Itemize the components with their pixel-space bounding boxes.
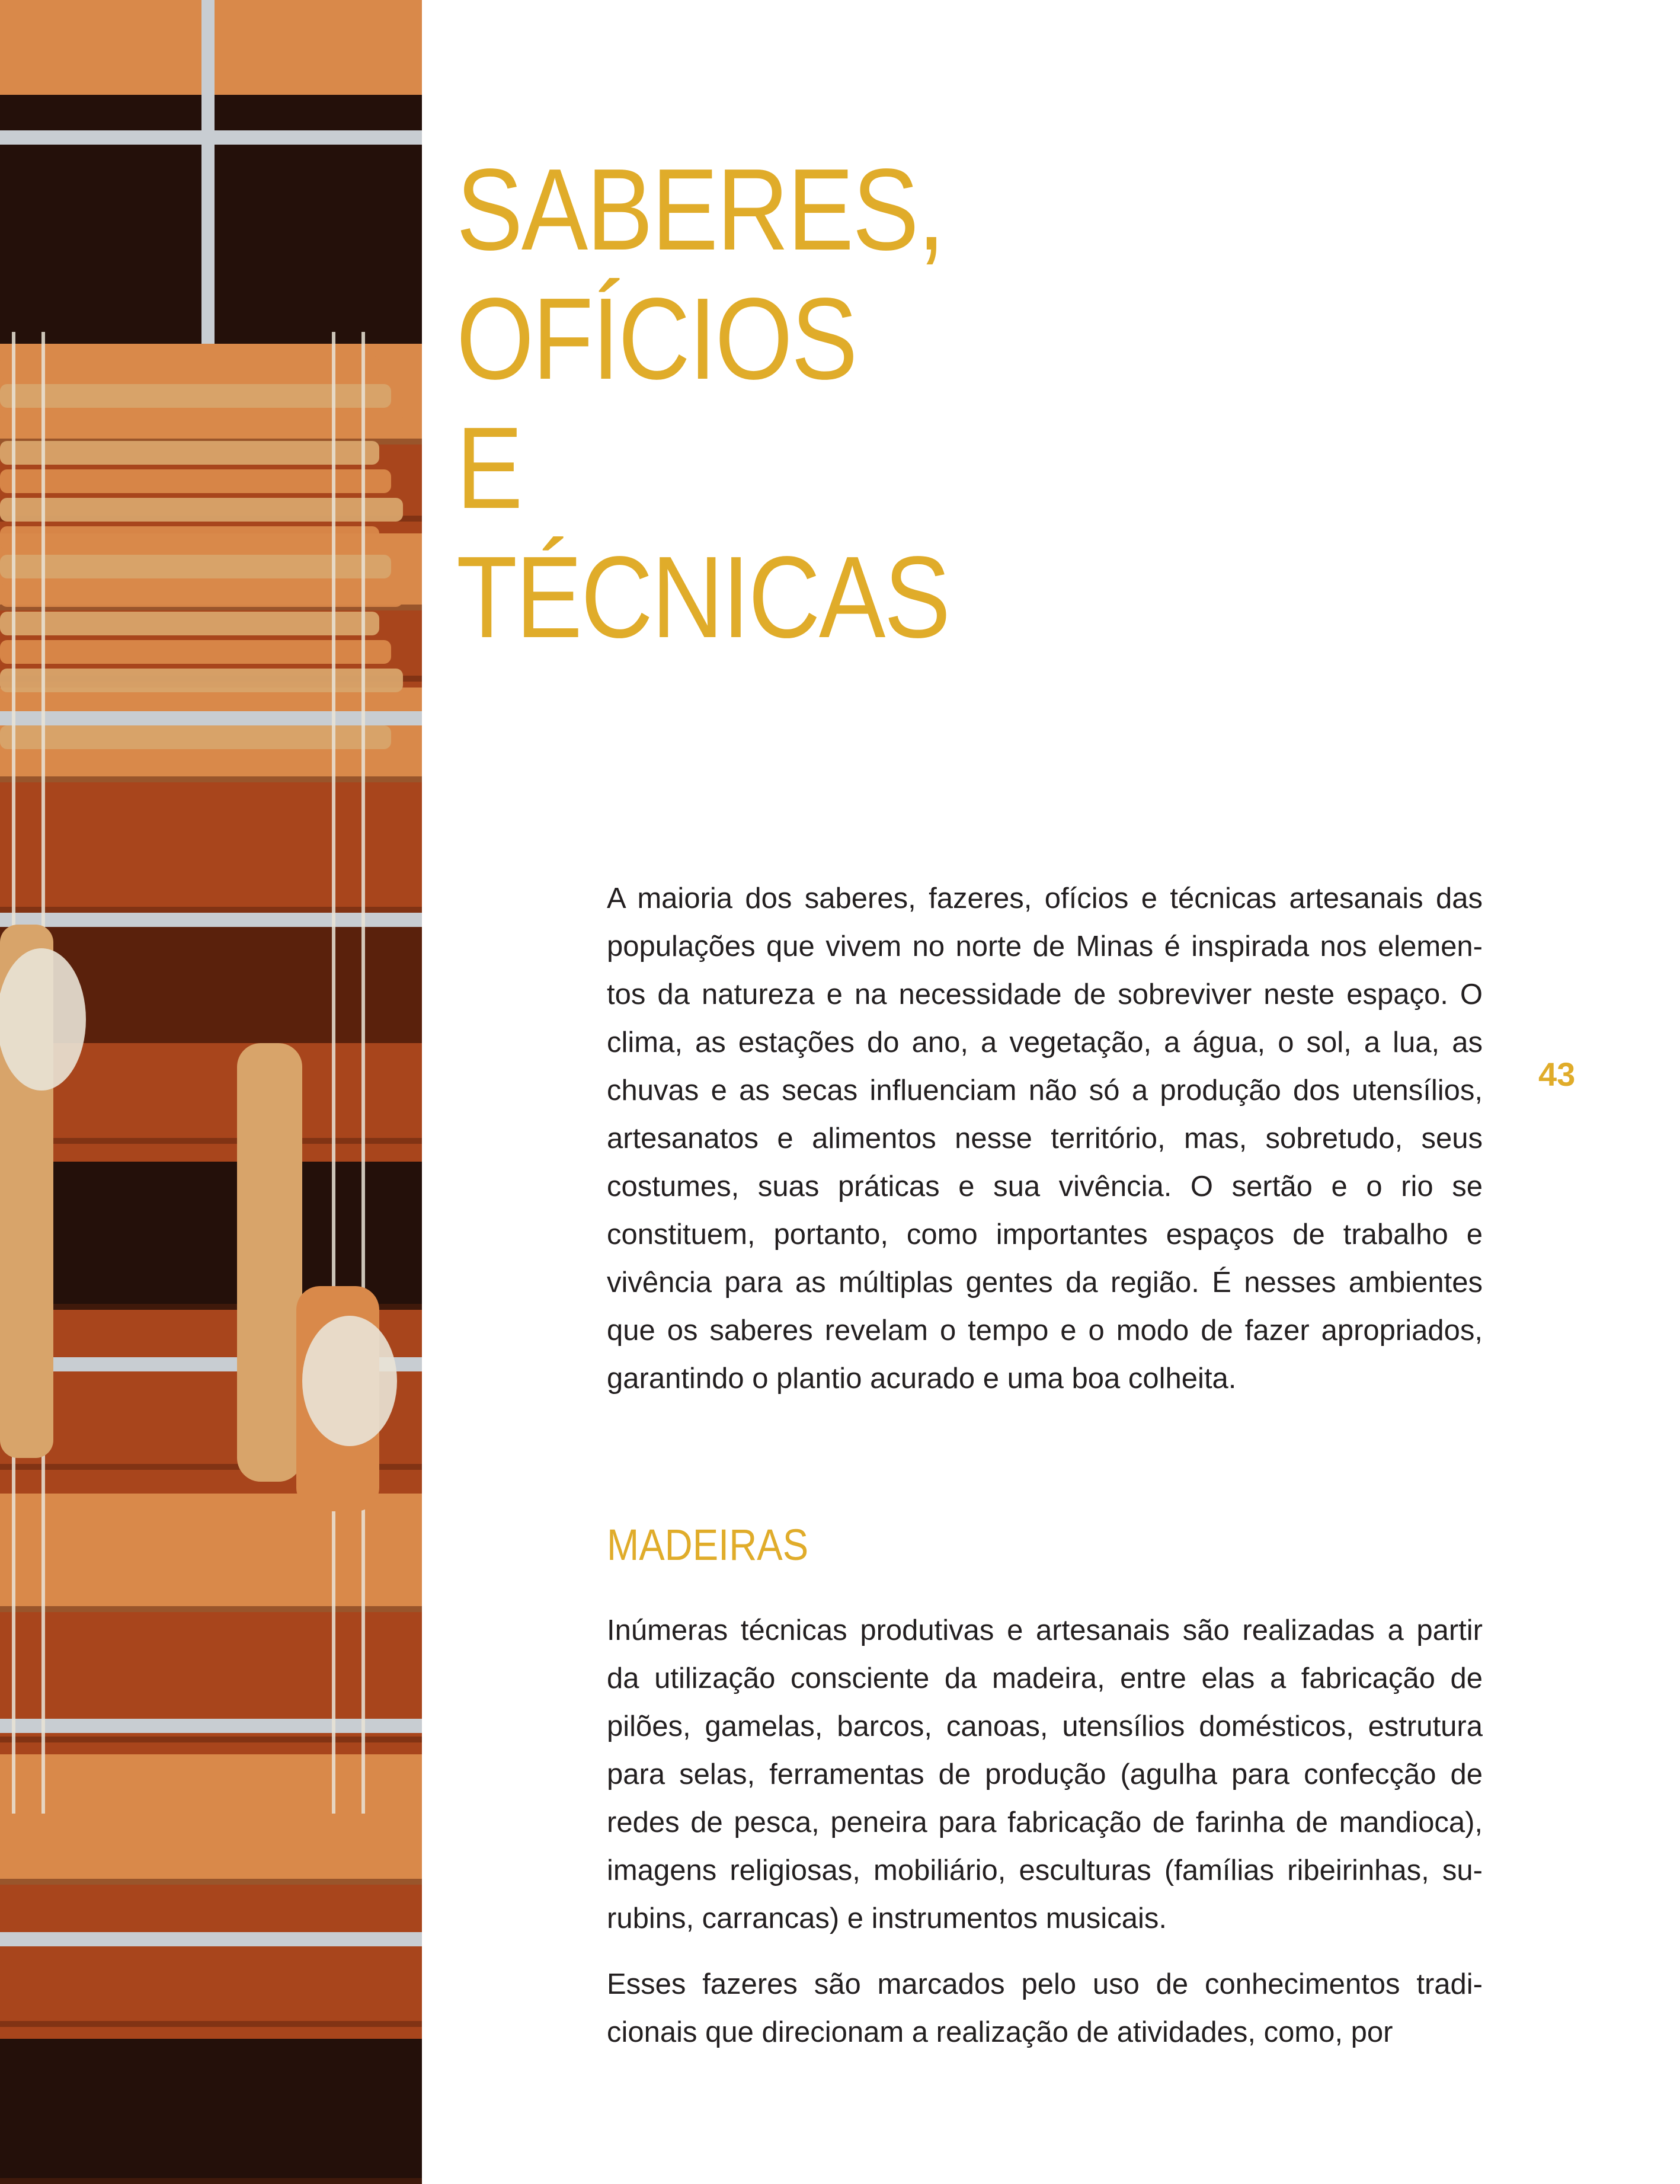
wood-plank-14	[0, 1897, 422, 2027]
metal-pipe-5	[0, 1719, 422, 1733]
string-wrap-left	[0, 948, 86, 1091]
title-line-2: OFÍCIOS E	[456, 274, 856, 533]
metal-pipe-3	[0, 913, 422, 927]
wood-plank-11	[0, 1494, 422, 1612]
plank-edge-15	[0, 2178, 422, 2184]
intro-section	[607, 875, 1483, 1421]
vertical-pipe	[201, 0, 215, 344]
wood-plank-6	[0, 806, 422, 913]
stick-3	[0, 413, 403, 436]
page-number: 43	[1538, 1056, 1576, 1093]
madeiras-section	[607, 1607, 1483, 2074]
stick-1	[0, 356, 379, 379]
stake-middle	[237, 1043, 302, 1482]
string-wrap-right	[302, 1316, 397, 1446]
stick-12	[0, 669, 403, 692]
plank-edge-5	[0, 776, 422, 782]
photo-strip	[0, 0, 422, 2184]
plank-edge-14	[0, 2021, 422, 2027]
plank-edge-12	[0, 1737, 422, 1742]
plank-edge-11	[0, 1606, 422, 1612]
string-3	[332, 332, 335, 1814]
intro-paragraph: A maioria dos saberes, fazeres, ofícios e técnicas artesanais das populações que vivem no norte de Minas é inspirada nos elementos da natureza e na necessidade de sobreviver neste espaço. O clima, as estações do ano, a vegetação, a água, o sol, a lua, as chuvas e as secas influenciam não só a produção dos utensílios, artesanatos e alimentos nesse território, mas, sobretudo, seus costumes, suas práticas e sua vivência. O sertão e o rio se constituem, portanto, como importantes espaços de trabalho e vivência para as múltiplas gentes da região. É nesses ambientes que os saberes revelam o tempo e o modo de fazer apropriados, garantindo o plantio acurado e uma boa colheita.	[607, 882, 1483, 1395]
stick-7	[0, 526, 379, 550]
stick-4	[0, 441, 379, 465]
plank-edge-13	[0, 1879, 422, 1885]
metal-pipe-2	[0, 711, 422, 725]
metal-pipe-6	[0, 1932, 422, 1946]
string-4	[361, 332, 365, 1814]
stick-9	[0, 583, 403, 607]
stick-10	[0, 612, 379, 635]
madeiras-paragraph-2: Esses fazeres são marcados pelo uso de conhecimentos tradicionais que direcionam a realização de atividades, como, por	[607, 1968, 1483, 2048]
plank-edge-6	[0, 907, 422, 913]
stick-6	[0, 498, 403, 522]
wood-plank-15	[0, 2039, 422, 2184]
madeiras-paragraph-1: Inúmeras técnicas produtivas e artesanais são realizadas a partir da utilização consciente da madeira, entre elas a fabricação de pilões, gamelas, barcos, canoas, utensílios domésticos, estrutura para selas, ferramentas de produção (agulha para confecção de redes de pesca, peneira para fabricação de farinha de mandioca), imagens religiosas, mobiliário, esculturas (famílias ribeirinhas, surubins, carrancas) e instrumentos musicais.	[607, 1614, 1483, 1934]
plank-edge-8	[0, 1138, 422, 1144]
page-title	[456, 145, 949, 662]
title-line-3: TÉCNICAS	[456, 532, 949, 662]
wooden-stakes-bundle-photo	[0, 0, 422, 2184]
wood-plank-13	[0, 1754, 422, 1885]
section-heading-madeiras: MADEIRAS	[607, 1520, 809, 1569]
title-line-1: SABERES,	[456, 145, 944, 274]
